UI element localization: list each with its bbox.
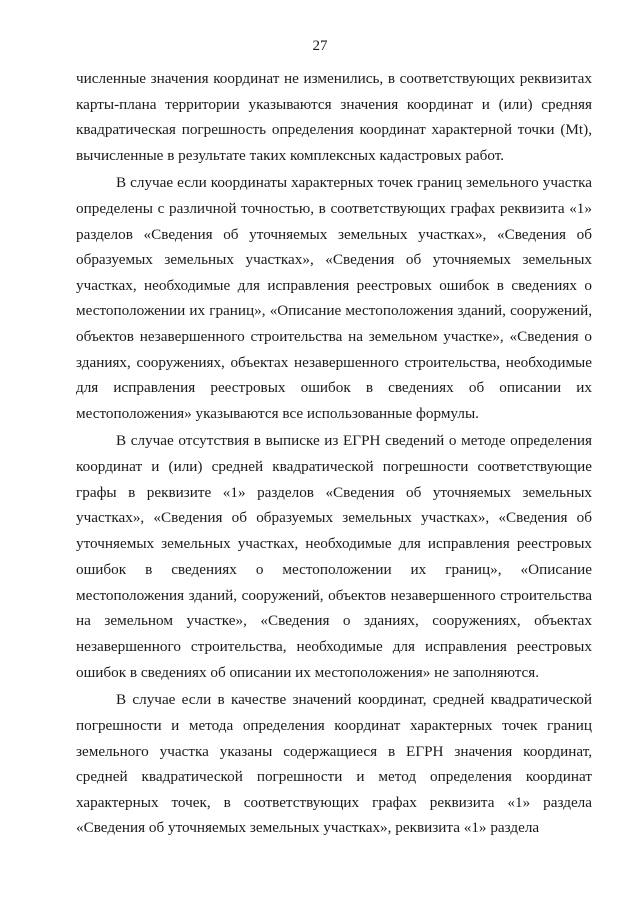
paragraph-missing-egrn-data: В случае отсутствия в выписке из ЕГРН сведений о методе определения координат и (или) средней квадратической погрешности соответствующие графы в реквизите «1» разделов «Сведения об уточняемых земельных участках», «Сведения об образуемых земельных участках», «Сведения об уточняемых земельных участках, необходимые для исправления реестровых ошибок в сведениях о местоположении их границ», «Описание местоположения зданий, сооружений, объектов незавершенного строительства на земельном участке», «Сведения о зданиях, сооружениях, объектах незавершенного строительства, необходимые для исправления реестровых ошибок в сведениях об описании их местоположения» не заполняются. <box>76 432 592 681</box>
paragraph-egrn-values-used: В случае если в качестве значений координат, средней квадратической погрешности и метода определения координат характерных точек границ земельного участка указаны содержащиеся в ЕГРН значения координат, средней квадратической погрешности и метод определения координат характерных точек, в соответствующих графах реквизита «1» раздела «Сведения об уточняемых земельных участках», реквизита «1» раздела <box>76 691 592 837</box>
paragraph-variable-precision: В случае если координаты характерных точек границ земельного участка определены с различной точностью, в соответствующих графах реквизита «1» разделов «Сведения об уточняемых земельных участках», «Сведения об образуемых земельных участках», «Сведения об уточняемых земельных участках, необходимые для исправления реестровых ошибок в сведениях о местоположении их границ», «Описание местоположения зданий, сооружений, объектов незавершенного строительства на земельном участке», «Сведения о зданиях, сооружениях, объектах незавершенного строительства, необходимые для исправления реестровых ошибок в сведениях об описании их местоположения» указываются все использованные формулы. <box>76 174 592 422</box>
paragraph-continued: численные значения координат не изменились, в соответствующих реквизитах карты-плана территории указываются значения координат и (или) средняя квадратическая погрешность определения координат характерной точки (Mt), вычисленные в результате таких комплексных кадастровых работ. <box>76 70 592 164</box>
document-body <box>76 66 592 841</box>
page-number: 27 <box>312 38 328 54</box>
